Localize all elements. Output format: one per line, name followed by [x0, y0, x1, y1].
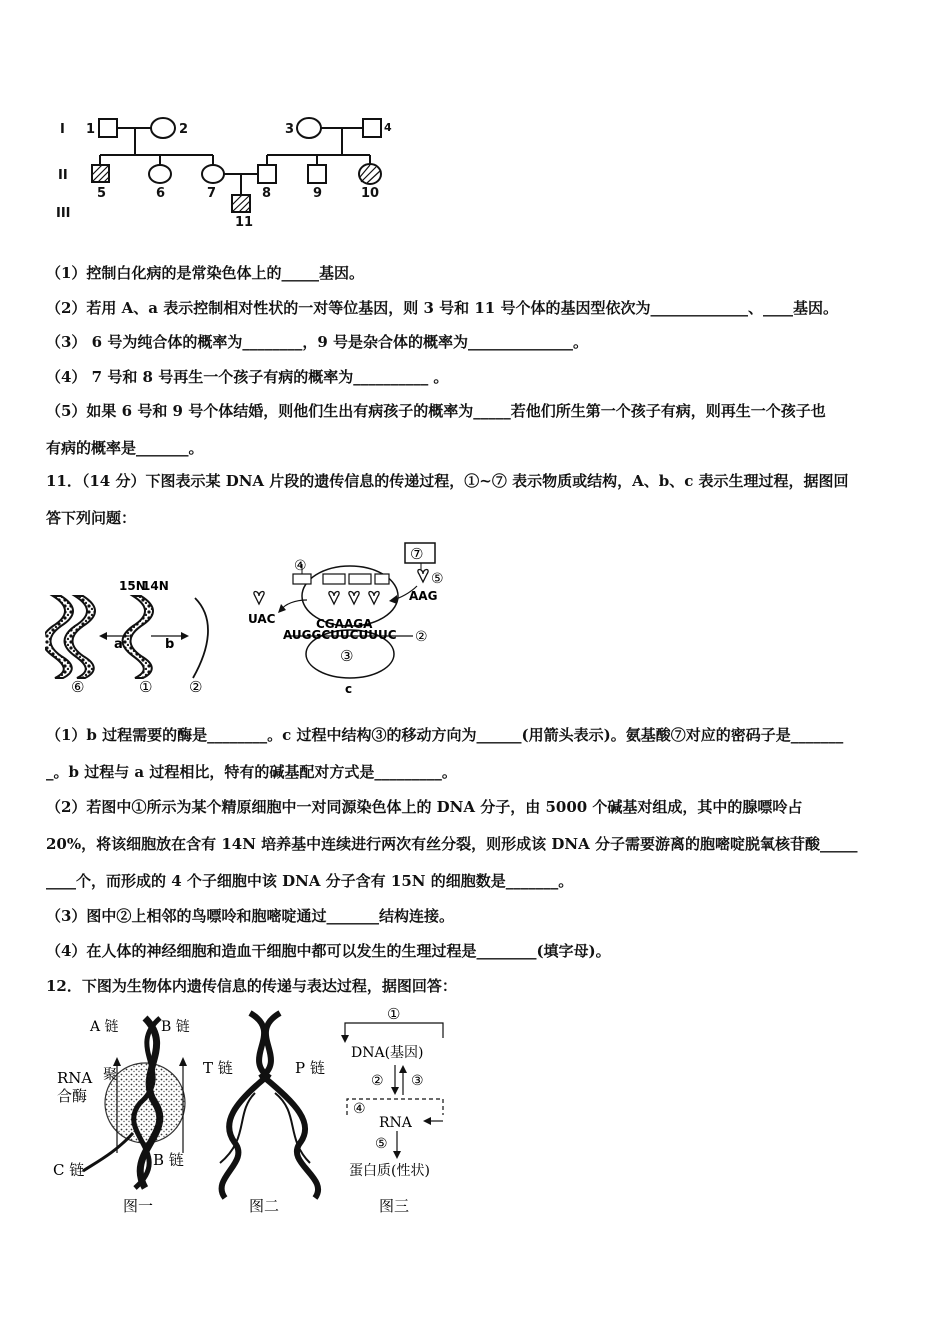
pedigree-individual-3	[297, 118, 321, 138]
pedigree-individual-4	[363, 119, 381, 137]
pedigree-individual-7	[202, 165, 224, 183]
figure-2-caption: 图二	[249, 1197, 280, 1215]
generation-label: III	[56, 206, 71, 221]
n14-label: 14N	[142, 579, 169, 593]
mrna-strand	[193, 598, 208, 678]
q11-sub4: （4）在人体的神经细胞和造血干细胞中都可以发生的生理过程是________(填字母)。	[46, 942, 611, 960]
structure-label-5: ⑤	[431, 571, 444, 587]
individual-number: 1	[86, 122, 96, 137]
pedigree-individual-8	[258, 165, 276, 183]
q11-sub2-line3: ____个，而形成的 4 个子细胞中该 DNA 分子含有 15N 的细胞数是_______。	[46, 872, 574, 890]
process-label-c: c	[345, 682, 353, 696]
structure-label-4: ④	[294, 558, 307, 574]
step-3-label: ③	[411, 1073, 424, 1089]
q10-part5-line1: （5）如果 6 号和 9 号个体结婚，则他们生出有病孩子的概率为_____若他们所生第一个孩子有病，则再生一个孩子也	[46, 402, 826, 420]
individual-number: 6	[156, 186, 166, 201]
generation-label: II	[58, 168, 68, 183]
dna-helix-icon	[45, 596, 95, 678]
n15-label: 15N	[119, 579, 146, 593]
central-dogma-figure	[341, 1023, 443, 1159]
q11-intro-line2: 答下列问题：	[46, 509, 137, 527]
individual-number: 3	[285, 122, 295, 137]
q10-part5-line2: 有病的概率是_______。	[46, 439, 204, 457]
pedigree-individual-2	[151, 118, 175, 138]
q10-part4: （4） 7 号和 8 号再生一个孩子有病的概率为__________ 。	[46, 368, 449, 386]
process-label-b: b	[165, 637, 175, 652]
rna-label: RNA	[379, 1115, 412, 1131]
trna-sequence: CGAAGA	[316, 617, 373, 631]
dna-helix-icon	[123, 596, 154, 678]
individual-number: 5	[97, 186, 107, 201]
p-chain-label: P 链	[295, 1059, 325, 1077]
structure-label-6: ⑥	[71, 678, 85, 696]
process-label-a: a	[114, 637, 123, 652]
step-4-label: ④	[353, 1101, 366, 1117]
t-chain-label: T 链	[203, 1059, 233, 1077]
b-chain-bottom-label: B 链	[153, 1151, 184, 1169]
q10-part1: （1）控制白化病的是常染色体上的_____基因。	[46, 264, 364, 282]
pedigree-individual-1	[99, 119, 117, 137]
q10-part3: （3） 6 号为纯合体的概率为________，9 号是杂合体的概率为______________。	[46, 333, 588, 351]
structure-label-3: ③	[340, 647, 354, 665]
anticodon-uac: UAC	[248, 612, 276, 626]
step-1-label: ①	[387, 1005, 401, 1023]
polymerase-he-label: 合酶	[57, 1087, 88, 1105]
individual-number: 7	[207, 186, 217, 201]
b-chain-top-label: B 链	[161, 1019, 190, 1035]
dna-gene-label: DNA(基因)	[351, 1045, 424, 1061]
dna-replication-figure	[222, 1013, 319, 1198]
step-2-label: ②	[371, 1073, 384, 1089]
figure-1-caption: 图一	[123, 1197, 154, 1215]
q10-part2: （2）若用 A、a 表示控制相对性状的一对等位基因，则 3 号和 11 号个体的基因型依次为_____________、____基因。	[46, 299, 838, 317]
q11-sub1-line1: （1）b 过程需要的酶是________。c 过程中结构③的移动方向为______(用箭头表示)。氨基酸⑦对应的密码子是_______	[46, 726, 844, 744]
individual-number: 9	[313, 186, 323, 201]
q11-sub2-line1: （2）若图中①所示为某个精原细胞中一对同源染色体上的 DNA 分子，由 5000 个碱基对组成，其中的腺嘌呤占	[46, 798, 803, 816]
pedigree-chart	[55, 105, 415, 235]
anticodon-aag: AAG	[409, 589, 438, 603]
q11-sub2-line2: 20%，将该细胞放在含有 14N 培养基中连续进行两次有丝分裂，则形成该 DNA 分子需要游离的胞嘧啶脱氧核苷酸_____	[46, 835, 858, 853]
individual-number: 11	[235, 215, 254, 230]
protein-trait-label: 蛋白质(性状)	[349, 1163, 430, 1179]
individual-number: 4	[384, 121, 392, 134]
dna-transfer-figure	[45, 538, 465, 698]
rna-polymerase-label: RNA	[57, 1069, 93, 1087]
figure-3-caption: 图三	[379, 1197, 410, 1215]
individual-number: 2	[179, 122, 189, 137]
structure-label-1: ①	[139, 678, 153, 696]
individual-number: 10	[361, 186, 380, 201]
c-chain-label: C 链	[53, 1161, 85, 1179]
a-chain-label: A 链	[90, 1019, 119, 1035]
generation-label: I	[60, 122, 65, 137]
structure-label-7: ⑦	[410, 545, 424, 563]
q11-intro-line1: 11．（14 分）下图表示某 DNA 片段的遗传信息的传递过程，①~⑦ 表示物质或结构，A、b、c 表示生理过程，据图回	[46, 472, 849, 490]
q11-sub3: （3）图中②上相邻的鸟嘌呤和胞嘧啶通过_______结构连接。	[46, 907, 454, 925]
step-5-label: ⑤	[375, 1136, 388, 1152]
pedigree-individual-9	[308, 165, 326, 183]
q12-intro: 12．下图为生物体内遗传信息的传递与表达过程，据图回答：	[46, 977, 457, 995]
mrna-sequence: AUGGCUUCUUUC	[283, 628, 397, 642]
polymerase-ju-label: 聚	[103, 1067, 117, 1083]
individual-number: 8	[262, 186, 272, 201]
gene-expression-figures	[45, 1003, 465, 1223]
q11-sub1-line2: _。b 过程与 a 过程相比，特有的碱基配对方式是_________。	[46, 763, 457, 781]
structure-label-2: ②	[189, 678, 203, 696]
pedigree-individual-6	[149, 165, 171, 183]
structure-label-2b: ②	[415, 629, 428, 645]
